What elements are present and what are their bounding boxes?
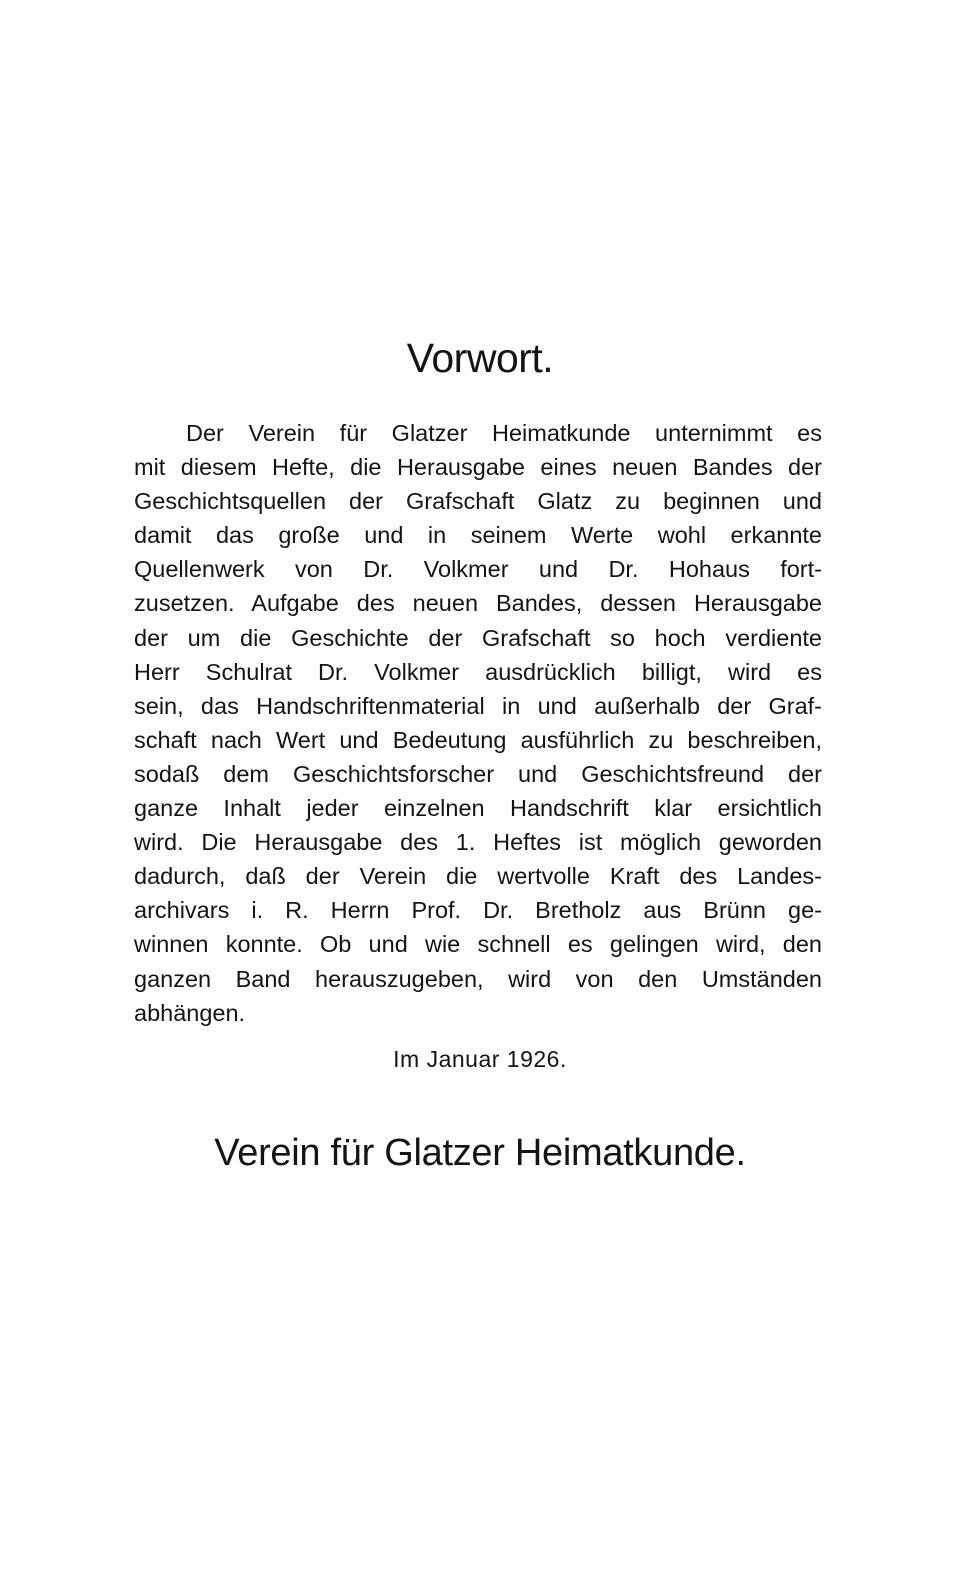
text-line: dadurch, daß der Verein die wertvolle Kraft des Landes-: [134, 863, 822, 890]
text-line: zusetzen. Aufgabe des neuen Bandes, dessen Herausgabe: [134, 590, 822, 617]
text-line: abhängen.: [134, 999, 246, 1026]
text-line: der um die Geschichte der Grafschaft so hoch verdiente: [134, 624, 822, 651]
text-line: sodaß dem Geschichtsforscher und Geschichtsfreund der: [134, 760, 822, 787]
signature: Verein für Glatzer Heimatkunde.: [214, 1132, 746, 1174]
text-line: archivars i. R. Herrn Prof. Dr. Bretholz aus Brünn ge-: [134, 897, 822, 924]
text-line: Geschichtsquellen der Grafschaft Glatz zu beginnen und: [134, 488, 822, 515]
page-title: Vorwort.: [406, 335, 554, 381]
text-line: Herr Schulrat Dr. Volkmer ausdrücklich billigt, wird es: [134, 658, 822, 685]
text-line: schaft nach Wert und Bedeutung ausführlich zu beschreiben,: [134, 726, 822, 753]
text-line: sein, das Handschriftenmaterial in und außerhalb der Graf-: [134, 692, 822, 719]
text-line: Quellenwerk von Dr. Volkmer und Dr. Hohaus fort-: [134, 556, 822, 583]
text-line: ganzen Band herauszugeben, wird von den Umständen: [134, 965, 822, 992]
text-line: wird. Die Herausgabe des 1. Heftes ist möglich geworden: [134, 829, 822, 856]
body-text: [134, 416, 822, 1030]
text-line: ganze Inhalt jeder einzelnen Handschrift klar ersichtlich: [134, 795, 822, 822]
text-line: Der Verein für Glatzer Heimatkunde unternimmt es: [186, 420, 822, 446]
text-line: mit diesem Hefte, die Herausgabe eines neuen Bandes der: [134, 454, 822, 481]
text-line: winnen konnte. Ob und wie schnell es gelingen wird, den: [134, 931, 822, 958]
text-line: damit das große und in seinem Werte wohl erkannte: [134, 522, 822, 549]
date-line: Im Januar 1926.: [393, 1046, 567, 1072]
